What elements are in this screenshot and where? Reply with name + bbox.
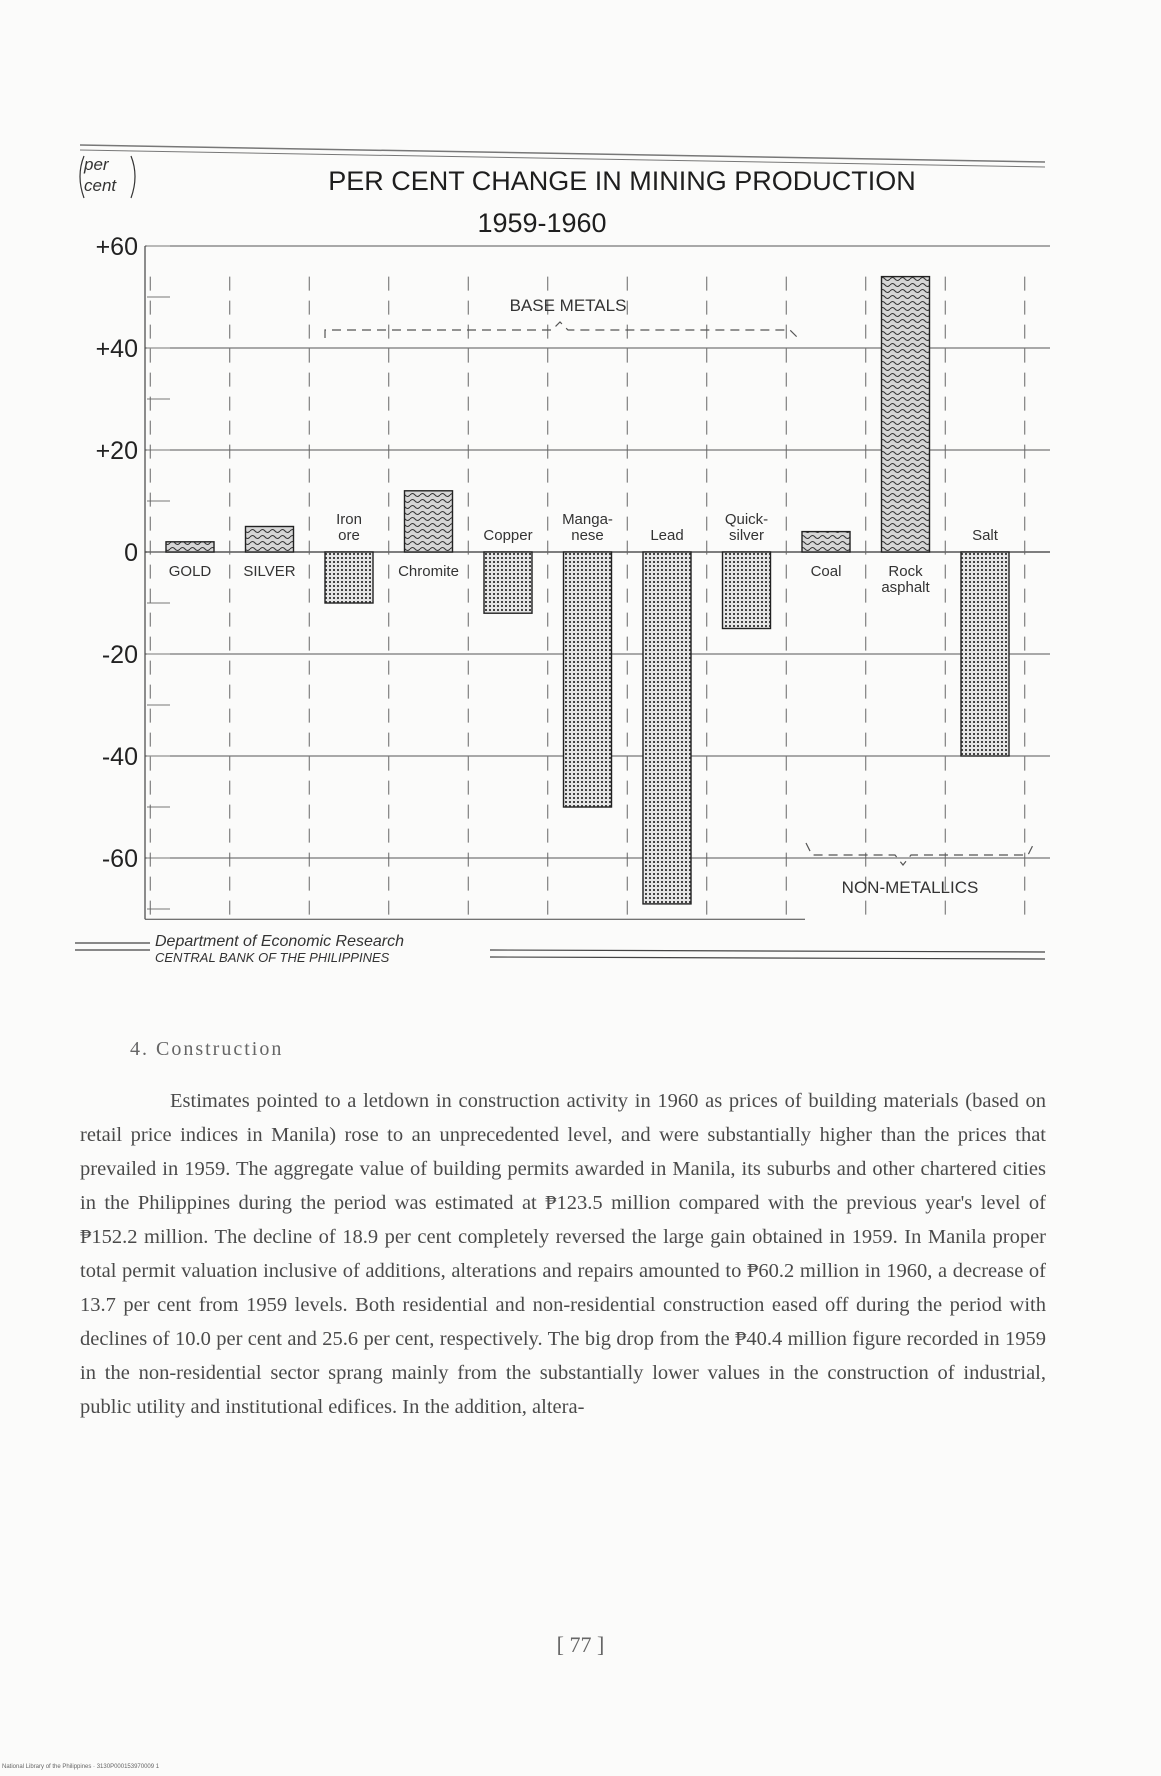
- top-rule-2: [80, 150, 1045, 167]
- bar-7: [723, 552, 771, 629]
- y-tick-label: +20: [95, 437, 138, 465]
- chart-subtitle: 1959-1960: [477, 208, 607, 238]
- credit-line-1: Department of Economic Research: [155, 933, 404, 950]
- y-unit-label-2: cent: [84, 176, 117, 195]
- category-label-6: Lead: [650, 527, 684, 544]
- category-label-5: nese: [571, 527, 604, 544]
- non-metallics-label: NON-METALLICS: [841, 878, 979, 897]
- category-label-2: ore: [338, 527, 360, 544]
- category-label-3: Chromite: [398, 563, 459, 580]
- category-label-7: Quick-: [724, 511, 769, 528]
- y-unit-label-1: per: [84, 155, 109, 174]
- unit-bracket-right: [131, 156, 135, 198]
- bar-4: [484, 552, 532, 613]
- body-paragraph: Estimates pointed to a letdown in construction activity in 1960 as prices of building materials (based on retail price indices in Manila) rose to an unprecedented level, and were substantially higher than the prices that prevailed in 1959. The aggregate value of building permits awarded in Manila, its suburbs and other chartered cities in the Philippines during the period was estimated at ₱123.5 million compared with the previous year's level of ₱152.2 million. The decline of 18.9 per cent completely reversed the large gain obtained in 1959. In Manila proper total permit valuation inclusive of additions, alterations and repairs amounted to ₱60.2 million in 1960, a decrease of 13.7 per cent from 1959 levels. Both residential and non-residential construction eased off during the period with declines of 10.0 per cent and 25.6 per cent, respectively. The big drop from the ₱40.4 million figure recorded in 1959 in the non-residential sector sprang mainly from the substantially lower values in the construction of industrial, public utility and institutional edifices. In the addition, altera-: [80, 1090, 1046, 1418]
- y-ticks: [96, 233, 138, 873]
- bar-8: [802, 532, 850, 552]
- category-label-5: Manga-: [562, 511, 613, 528]
- top-rule: [80, 145, 1045, 162]
- y-tick-label: -40: [101, 743, 138, 771]
- bar-9: [882, 277, 930, 552]
- category-label-9: asphalt: [881, 579, 930, 596]
- bar-0: [166, 542, 214, 552]
- bar-3: [405, 491, 453, 552]
- credit-rule-right: [490, 950, 1045, 952]
- page-number: [ 77 ]: [556, 1632, 605, 1657]
- category-label-10: Salt: [972, 527, 998, 544]
- base-metals-brace: [325, 322, 798, 338]
- category-label-0: GOLD: [168, 563, 212, 580]
- credit-line-2: CENTRAL BANK OF THE PHILIPPINES: [155, 950, 390, 965]
- category-label-9: Rock: [888, 563, 923, 580]
- section-heading: 4. Construction: [130, 1038, 284, 1060]
- footer-note: National Library of the Philippines · 3130P000153970009 1: [2, 1764, 160, 1770]
- category-label-8: Coal: [810, 563, 842, 580]
- non-metallics-brace: [806, 843, 1034, 865]
- bar-2: [325, 552, 373, 603]
- y-tick-label: 0: [124, 539, 138, 567]
- y-tick-label: -60: [101, 845, 138, 873]
- credit-rule-right-2: [490, 957, 1045, 959]
- y-tick-label: -20: [101, 641, 138, 669]
- bar-5: [564, 552, 612, 807]
- category-label-7: silver: [728, 527, 765, 544]
- category-label-2: Iron: [336, 511, 362, 528]
- y-tick-label: +40: [95, 335, 138, 363]
- bar-10: [961, 552, 1009, 756]
- y-tick-label: +60: [95, 233, 138, 261]
- bar-6: [643, 552, 691, 904]
- bar-1: [246, 527, 294, 553]
- category-label-1: SILVER: [243, 563, 296, 580]
- chart-title: PER CENT CHANGE IN MINING PRODUCTION: [328, 166, 916, 196]
- category-label-4: Copper: [483, 527, 533, 544]
- base-metals-label: BASE METALS: [509, 296, 627, 315]
